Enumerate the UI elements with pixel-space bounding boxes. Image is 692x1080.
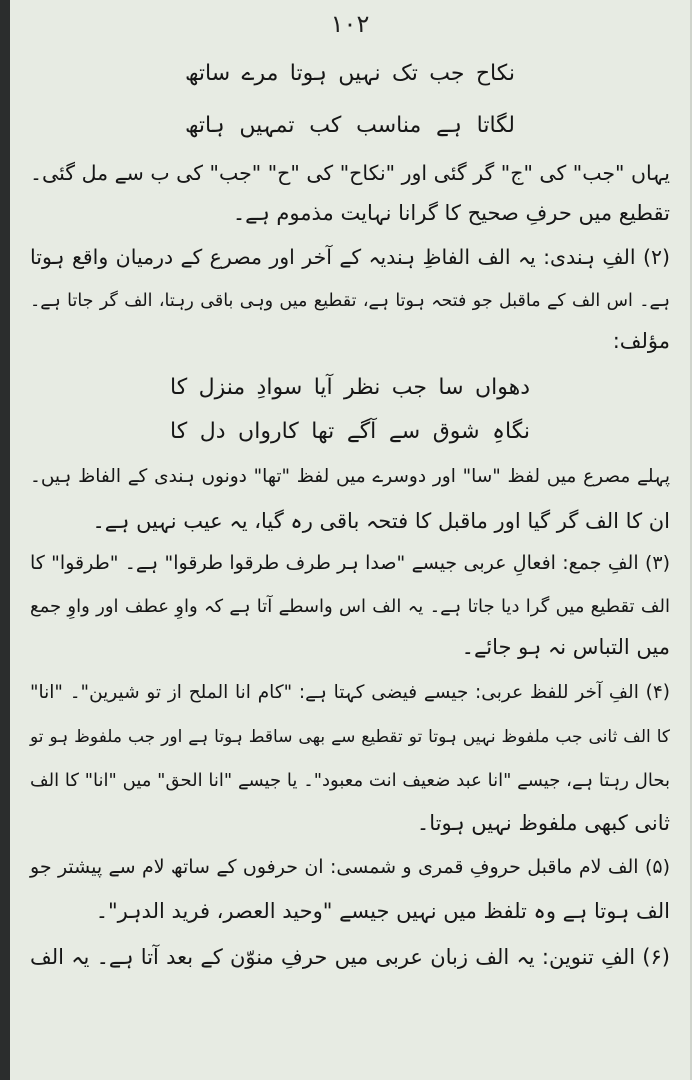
section-5-line: (۵) الف لام ماقبل حروفِ قمری و شمسی: ان حرفوں کے ساتھ لام سے پیشتر جو <box>30 856 670 878</box>
section-3-line: (۳) الفِ جمع: افعالِ عربی جیسے "صدا ہر طرف طرقوا طرقوا" ہے۔ "طرقوا" کا <box>30 552 670 574</box>
couplet-2-line-1: دھواں سا جب نظر آیا سوادِ منزل کا <box>170 375 530 400</box>
page-number: ۱۰۲ <box>330 10 370 38</box>
couplet-2-line-2: نگاہِ شوق سے آگے تھا کارواں دل کا <box>170 419 530 444</box>
author-label: مؤلف: <box>612 329 670 353</box>
text-line: ثانی کبھی ملفوظ نہیں ہوتا۔ <box>416 811 670 835</box>
text-line: کا الف ثانی جب ملفوظ نہیں ہوتا تو تقطیع سے بھی ساقط ہوتا ہے اور جب ملفوظ ہو تو <box>30 727 670 747</box>
text-line: الف ہوتا ہے وہ تلفظ میں نہیں جیسے "وحید العصر، فرید الدہر"۔ <box>95 899 670 923</box>
text-line: پہلے مصرع میں لفظ "سا" اور دوسرے میں لفظ "تھا" دونوں ہندی کے الفاظ ہیں۔ <box>30 466 670 487</box>
text-line: ہے۔ اس الف کے ماقبل جو فتحہ ہوتا ہے، تقطیع میں وہی باقی رہتا، الف گر جاتا ہے۔ <box>30 291 670 311</box>
text-line: میں التباس نہ ہو جائے۔ <box>461 635 670 659</box>
text-line: بحال رہتا ہے، جیسے "انا عبد ضعیف انت معبود"۔ یا جیسے "انا الحق" میں "انا" کا الف <box>30 770 670 791</box>
section-4-line: (۴) الفِ آخر للفظ عربی: جیسے فیضی کہتا ہے: "کام انا الملح از تو شیرین"۔ "انا" <box>30 682 670 703</box>
couplet-1-line-1: نکاح جب تک نہیں ہوتا مرے ساتھ <box>185 61 515 86</box>
text-line: ان کا الف گر گیا اور ماقبل کا فتحہ باقی رہ گیا، یہ عیب نہیں ہے۔ <box>92 509 670 533</box>
text-line: الف تقطیع میں گرا دیا جاتا ہے۔ یہ الف اس واسطے آتا ہے کہ واوِ عطف اور واوِ جمع <box>30 596 670 617</box>
text-line: یہاں "جب" کی "ج" گر گئی اور "نکاح" کی "ح" "جب" کی ب سے مل گئی۔ <box>30 161 670 185</box>
text-line: تقطیع میں حرفِ صحیح کا گرانا نہایت مذموم ہے۔ <box>232 201 670 225</box>
couplet-1-line-2: لگاتا ہے مناسب کب تمہیں ہاتھ <box>185 113 515 138</box>
section-2-line: (۲) الفِ ہندی: یہ الف الفاظِ ہندیہ کے آخر اور مصرع کے درمیان واقع ہوتا <box>30 245 670 269</box>
section-6-line: (۶) الفِ تنوین: یہ الف زبان عربی میں حرفِ منوّن کے بعد آتا ہے۔ یہ الف <box>30 945 670 969</box>
